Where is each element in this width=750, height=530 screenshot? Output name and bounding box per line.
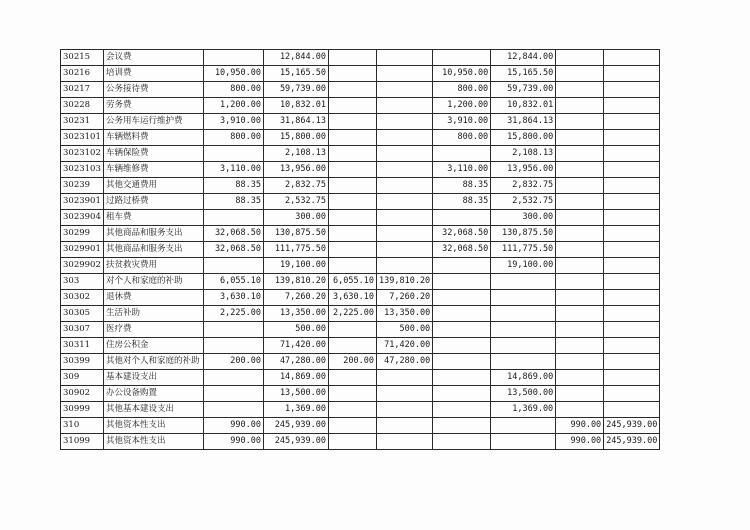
account-code-cell: 30217 <box>61 82 104 98</box>
amount-cell <box>433 146 491 162</box>
amount-cell <box>433 290 491 306</box>
amount-cell: 200.00 <box>204 354 264 370</box>
account-code-cell: 30299 <box>61 226 104 242</box>
amount-cell <box>556 338 604 354</box>
amount-cell: 13,500.00 <box>264 386 329 402</box>
amount-cell <box>491 274 556 290</box>
amount-cell <box>556 306 604 322</box>
amount-cell: 32,068.50 <box>204 226 264 242</box>
amount-cell: 88.35 <box>204 178 264 194</box>
amount-cell <box>433 274 491 290</box>
table-row <box>61 146 660 162</box>
amount-cell <box>204 402 264 418</box>
amount-cell <box>433 338 491 354</box>
table-row <box>61 242 660 258</box>
account-code-cell: 309 <box>61 370 104 386</box>
amount-cell: 59,739.00 <box>491 82 556 98</box>
account-name-cell: 其他交通费用 <box>104 178 204 194</box>
table-row <box>61 82 660 98</box>
amount-cell <box>377 98 433 114</box>
account-code-cell: 310 <box>61 418 104 434</box>
account-name-cell: 其他对个人和家庭的补助 <box>104 354 204 370</box>
amount-cell <box>604 66 660 82</box>
amount-cell <box>604 194 660 210</box>
amount-cell: 800.00 <box>433 82 491 98</box>
amount-cell: 1,369.00 <box>264 402 329 418</box>
amount-cell: 88.35 <box>433 178 491 194</box>
amount-cell: 71,420.00 <box>377 338 433 354</box>
amount-cell <box>377 194 433 210</box>
amount-cell <box>377 130 433 146</box>
amount-cell <box>329 322 377 338</box>
account-code-cell: 3023103 <box>61 162 104 178</box>
amount-cell: 130,875.50 <box>264 226 329 242</box>
amount-cell: 6,055.10 <box>329 274 377 290</box>
amount-cell <box>556 194 604 210</box>
amount-cell <box>604 162 660 178</box>
amount-cell <box>433 402 491 418</box>
amount-cell <box>556 386 604 402</box>
amount-cell <box>329 130 377 146</box>
amount-cell: 300.00 <box>264 210 329 226</box>
account-code-cell: 30216 <box>61 66 104 82</box>
amount-cell: 990.00 <box>204 434 264 450</box>
account-name-cell: 办公设备购置 <box>104 386 204 402</box>
amount-cell <box>433 434 491 450</box>
amount-cell: 500.00 <box>264 322 329 338</box>
amount-cell: 200.00 <box>329 354 377 370</box>
amount-cell <box>556 402 604 418</box>
account-code-cell: 30215 <box>61 50 104 66</box>
amount-cell <box>377 66 433 82</box>
amount-cell: 139,810.20 <box>264 274 329 290</box>
amount-cell: 19,100.00 <box>491 258 556 274</box>
amount-cell: 139,810.20 <box>377 274 433 290</box>
amount-cell <box>491 306 556 322</box>
account-name-cell: 车辆保险费 <box>104 146 204 162</box>
amount-cell <box>556 242 604 258</box>
amount-cell: 990.00 <box>204 418 264 434</box>
table-row <box>61 402 660 418</box>
amount-cell <box>604 178 660 194</box>
amount-cell <box>377 82 433 98</box>
account-name-cell: 劳务费 <box>104 98 204 114</box>
amount-cell <box>604 306 660 322</box>
amount-cell: 12,844.00 <box>491 50 556 66</box>
amount-cell: 10,950.00 <box>433 66 491 82</box>
amount-cell: 3,110.00 <box>433 162 491 178</box>
amount-cell: 1,369.00 <box>491 402 556 418</box>
amount-cell <box>604 338 660 354</box>
amount-cell <box>604 322 660 338</box>
amount-cell <box>433 258 491 274</box>
amount-cell <box>377 50 433 66</box>
amount-cell <box>556 226 604 242</box>
amount-cell <box>433 50 491 66</box>
amount-cell <box>604 242 660 258</box>
amount-cell: 7,260.20 <box>377 290 433 306</box>
table-row <box>61 418 660 434</box>
amount-cell <box>604 386 660 402</box>
amount-cell: 6,055.10 <box>204 274 264 290</box>
account-code-cell: 30307 <box>61 322 104 338</box>
amount-cell <box>377 402 433 418</box>
amount-cell: 1,200.00 <box>204 98 264 114</box>
table-row <box>61 50 660 66</box>
amount-cell <box>604 402 660 418</box>
amount-cell <box>377 370 433 386</box>
amount-cell <box>377 226 433 242</box>
account-name-cell: 其他商品和服务支出 <box>104 226 204 242</box>
amount-cell: 88.35 <box>433 194 491 210</box>
amount-cell <box>329 338 377 354</box>
amount-cell: 300.00 <box>491 210 556 226</box>
amount-cell <box>604 146 660 162</box>
amount-cell <box>377 258 433 274</box>
amount-cell: 3,910.00 <box>204 114 264 130</box>
amount-cell: 13,500.00 <box>491 386 556 402</box>
amount-cell: 14,869.00 <box>491 370 556 386</box>
table-row <box>61 114 660 130</box>
account-name-cell: 公务接待费 <box>104 82 204 98</box>
account-name-cell: 车辆维修费 <box>104 162 204 178</box>
account-code-cell: 30902 <box>61 386 104 402</box>
amount-cell: 990.00 <box>556 434 604 450</box>
account-code-cell: 3023102 <box>61 146 104 162</box>
amount-cell <box>329 50 377 66</box>
amount-cell: 14,869.00 <box>264 370 329 386</box>
table-row <box>61 370 660 386</box>
amount-cell: 13,350.00 <box>377 306 433 322</box>
amount-cell <box>491 338 556 354</box>
amount-cell <box>556 258 604 274</box>
amount-cell <box>329 418 377 434</box>
amount-cell <box>491 418 556 434</box>
table-row <box>61 306 660 322</box>
amount-cell <box>604 290 660 306</box>
account-code-cell: 3023904 <box>61 210 104 226</box>
table-row <box>61 66 660 82</box>
amount-cell: 800.00 <box>204 82 264 98</box>
amount-cell <box>556 274 604 290</box>
amount-cell <box>556 370 604 386</box>
amount-cell <box>377 386 433 402</box>
account-code-cell: 3023901 <box>61 194 104 210</box>
amount-cell <box>377 434 433 450</box>
amount-cell <box>604 50 660 66</box>
amount-cell <box>377 210 433 226</box>
amount-cell: 2,832.75 <box>264 178 329 194</box>
account-code-cell: 303 <box>61 274 104 290</box>
amount-cell <box>377 114 433 130</box>
amount-cell <box>433 418 491 434</box>
amount-cell <box>604 370 660 386</box>
account-code-cell: 30999 <box>61 402 104 418</box>
table-row <box>61 434 660 450</box>
amount-cell: 2,532.75 <box>264 194 329 210</box>
amount-cell: 500.00 <box>377 322 433 338</box>
amount-cell: 13,350.00 <box>264 306 329 322</box>
amount-cell <box>556 130 604 146</box>
amount-cell <box>377 162 433 178</box>
amount-cell <box>204 386 264 402</box>
account-code-cell: 30231 <box>61 114 104 130</box>
table-row <box>61 130 660 146</box>
amount-cell <box>556 210 604 226</box>
table-row <box>61 226 660 242</box>
amount-cell: 245,939.00 <box>264 434 329 450</box>
account-name-cell: 扶贫救灾费用 <box>104 258 204 274</box>
amount-cell: 2,108.13 <box>264 146 329 162</box>
amount-cell: 71,420.00 <box>264 338 329 354</box>
amount-cell: 31,864.13 <box>491 114 556 130</box>
account-code-cell: 3029902 <box>61 258 104 274</box>
amount-cell: 111,775.50 <box>491 242 556 258</box>
amount-cell: 15,800.00 <box>264 130 329 146</box>
amount-cell: 2,225.00 <box>204 306 264 322</box>
amount-cell: 10,950.00 <box>204 66 264 82</box>
amount-cell <box>556 146 604 162</box>
amount-cell: 10,832.01 <box>491 98 556 114</box>
amount-cell <box>377 178 433 194</box>
amount-cell: 800.00 <box>204 130 264 146</box>
table-row <box>61 258 660 274</box>
amount-cell <box>604 98 660 114</box>
amount-cell <box>556 290 604 306</box>
amount-cell <box>556 162 604 178</box>
amount-cell <box>329 402 377 418</box>
amount-cell <box>329 258 377 274</box>
amount-cell <box>604 114 660 130</box>
amount-cell <box>556 50 604 66</box>
amount-cell <box>204 258 264 274</box>
amount-cell: 2,108.13 <box>491 146 556 162</box>
account-name-cell: 租车费 <box>104 210 204 226</box>
table-body <box>61 50 660 450</box>
table-row <box>61 338 660 354</box>
amount-cell <box>204 146 264 162</box>
amount-cell: 7,260.20 <box>264 290 329 306</box>
amount-cell <box>204 370 264 386</box>
account-name-cell: 公务用车运行维护费 <box>104 114 204 130</box>
amount-cell <box>329 178 377 194</box>
amount-cell: 130,875.50 <box>491 226 556 242</box>
amount-cell <box>433 210 491 226</box>
amount-cell <box>433 322 491 338</box>
amount-cell: 10,832.01 <box>264 98 329 114</box>
amount-cell <box>433 306 491 322</box>
account-code-cell: 31099 <box>61 434 104 450</box>
amount-cell: 32,068.50 <box>204 242 264 258</box>
account-name-cell: 其他资本性支出 <box>104 418 204 434</box>
account-name-cell: 对个人和家庭的补助 <box>104 274 204 290</box>
amount-cell <box>329 146 377 162</box>
amount-cell: 31,864.13 <box>264 114 329 130</box>
amount-cell <box>329 210 377 226</box>
amount-cell <box>433 370 491 386</box>
amount-cell <box>491 290 556 306</box>
amount-cell <box>329 226 377 242</box>
account-name-cell: 生活补助 <box>104 306 204 322</box>
amount-cell: 800.00 <box>433 130 491 146</box>
table-row <box>61 162 660 178</box>
account-code-cell: 3029901 <box>61 242 104 258</box>
amount-cell <box>433 354 491 370</box>
table-row <box>61 290 660 306</box>
amount-cell <box>204 50 264 66</box>
table-row <box>61 354 660 370</box>
account-code-cell: 30311 <box>61 338 104 354</box>
amount-cell <box>604 354 660 370</box>
amount-cell <box>329 162 377 178</box>
amount-cell: 47,280.00 <box>264 354 329 370</box>
amount-cell <box>433 386 491 402</box>
amount-cell <box>491 322 556 338</box>
table-row <box>61 194 660 210</box>
amount-cell <box>377 242 433 258</box>
amount-cell <box>556 354 604 370</box>
amount-cell <box>377 418 433 434</box>
amount-cell: 2,832.75 <box>491 178 556 194</box>
table-row <box>61 178 660 194</box>
amount-cell: 3,910.00 <box>433 114 491 130</box>
amount-cell <box>604 274 660 290</box>
amount-cell: 2,532.75 <box>491 194 556 210</box>
account-code-cell: 30228 <box>61 98 104 114</box>
amount-cell: 32,068.50 <box>433 226 491 242</box>
amount-cell <box>491 434 556 450</box>
amount-cell: 111,775.50 <box>264 242 329 258</box>
expenditure-table <box>60 49 660 450</box>
account-name-cell: 过路过桥费 <box>104 194 204 210</box>
account-code-cell: 30399 <box>61 354 104 370</box>
amount-cell <box>329 98 377 114</box>
amount-cell <box>329 434 377 450</box>
amount-cell: 13,956.00 <box>264 162 329 178</box>
account-code-cell: 30305 <box>61 306 104 322</box>
amount-cell: 59,739.00 <box>264 82 329 98</box>
amount-cell: 245,939.00 <box>264 418 329 434</box>
amount-cell: 32,068.50 <box>433 242 491 258</box>
account-name-cell: 退休费 <box>104 290 204 306</box>
amount-cell <box>556 82 604 98</box>
account-name-cell: 会议费 <box>104 50 204 66</box>
account-name-cell: 住房公积金 <box>104 338 204 354</box>
amount-cell <box>329 66 377 82</box>
amount-cell <box>604 210 660 226</box>
account-code-cell: 3023101 <box>61 130 104 146</box>
table-row <box>61 274 660 290</box>
amount-cell: 3,110.00 <box>204 162 264 178</box>
table-row <box>61 322 660 338</box>
account-code-cell: 30302 <box>61 290 104 306</box>
amount-cell: 990.00 <box>556 418 604 434</box>
account-name-cell: 其他商品和服务支出 <box>104 242 204 258</box>
amount-cell: 13,956.00 <box>491 162 556 178</box>
amount-cell <box>556 178 604 194</box>
amount-cell <box>329 82 377 98</box>
amount-cell: 15,165.50 <box>264 66 329 82</box>
account-name-cell: 其他基本建设支出 <box>104 402 204 418</box>
amount-cell: 15,800.00 <box>491 130 556 146</box>
account-name-cell: 医疗费 <box>104 322 204 338</box>
amount-cell <box>556 322 604 338</box>
amount-cell <box>604 226 660 242</box>
amount-cell: 15,165.50 <box>491 66 556 82</box>
amount-cell <box>556 66 604 82</box>
amount-cell <box>329 386 377 402</box>
amount-cell <box>556 114 604 130</box>
amount-cell <box>491 354 556 370</box>
amount-cell: 3,630.10 <box>204 290 264 306</box>
amount-cell <box>604 130 660 146</box>
amount-cell <box>204 322 264 338</box>
amount-cell <box>329 370 377 386</box>
amount-cell <box>329 194 377 210</box>
amount-cell <box>556 98 604 114</box>
amount-cell: 1,200.00 <box>433 98 491 114</box>
account-name-cell: 培训费 <box>104 66 204 82</box>
amount-cell: 2,225.00 <box>329 306 377 322</box>
amount-cell <box>604 258 660 274</box>
table-row <box>61 386 660 402</box>
amount-cell: 12,844.00 <box>264 50 329 66</box>
table-row <box>61 98 660 114</box>
amount-cell: 245,939.00 <box>604 418 660 434</box>
amount-cell <box>204 338 264 354</box>
amount-cell: 3,630.10 <box>329 290 377 306</box>
amount-cell <box>329 114 377 130</box>
account-name-cell: 基本建设支出 <box>104 370 204 386</box>
account-name-cell: 车辆燃料费 <box>104 130 204 146</box>
amount-cell: 19,100.00 <box>264 258 329 274</box>
account-name-cell: 其他资本性支出 <box>104 434 204 450</box>
table-row <box>61 210 660 226</box>
amount-cell <box>377 146 433 162</box>
amount-cell <box>604 82 660 98</box>
amount-cell: 47,280.00 <box>377 354 433 370</box>
amount-cell <box>204 210 264 226</box>
account-code-cell: 30239 <box>61 178 104 194</box>
amount-cell: 88.35 <box>204 194 264 210</box>
amount-cell: 245,939.00 <box>604 434 660 450</box>
amount-cell <box>329 242 377 258</box>
